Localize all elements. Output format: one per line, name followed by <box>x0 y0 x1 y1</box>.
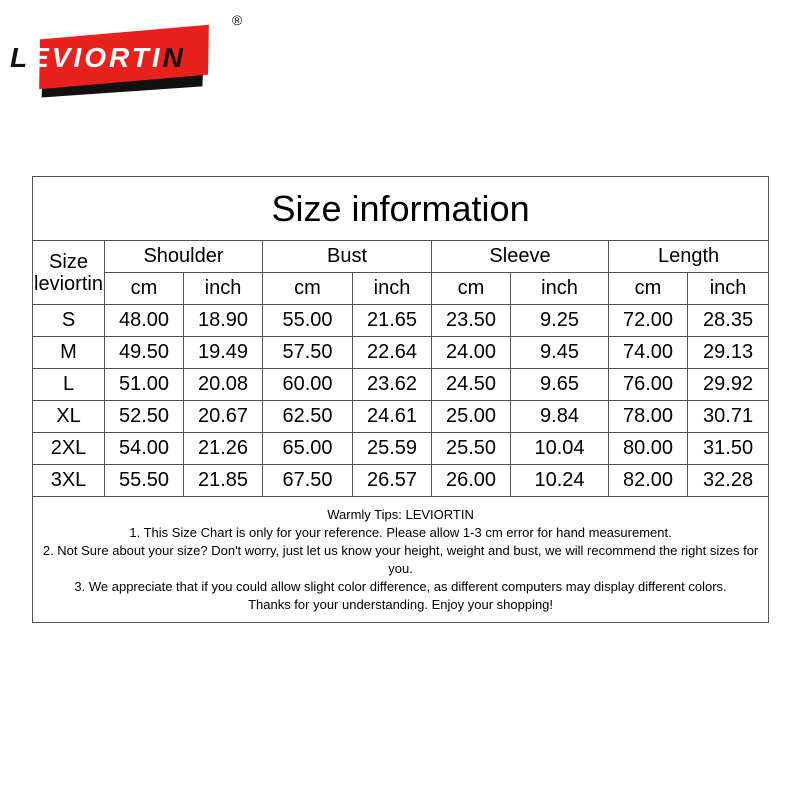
value-cell: 25.50 <box>432 433 511 465</box>
value-cell: 19.49 <box>184 337 263 369</box>
value-cell: 26.57 <box>353 465 432 497</box>
table-row <box>33 305 769 337</box>
size-cell: XL <box>33 401 105 433</box>
value-cell: 72.00 <box>609 305 688 337</box>
value-cell: 25.59 <box>353 433 432 465</box>
unit-header: cm <box>263 273 353 305</box>
value-cell: 21.85 <box>184 465 263 497</box>
value-cell: 24.00 <box>432 337 511 369</box>
value-cell: 23.62 <box>353 369 432 401</box>
group-header-length: Length <box>609 241 769 273</box>
size-column-header <box>33 241 105 305</box>
value-cell: 10.04 <box>511 433 609 465</box>
unit-header: inch <box>511 273 609 305</box>
value-cell: 9.45 <box>511 337 609 369</box>
tips-line-1: 1. This Size Chart is only for your reference. Please allow 1-3 cm error for hand measurement. <box>129 524 672 540</box>
value-cell: 10.24 <box>511 465 609 497</box>
table-row <box>33 369 769 401</box>
value-cell: 21.65 <box>353 305 432 337</box>
unit-header: inch <box>688 273 769 305</box>
value-cell: 74.00 <box>609 337 688 369</box>
value-cell: 57.50 <box>263 337 353 369</box>
tips-line-3: 3. We appreciate that if you could allow slight color difference, as different computers may display different colors. <box>74 578 727 594</box>
unit-header: inch <box>184 273 263 305</box>
value-cell: 82.00 <box>609 465 688 497</box>
value-cell: 21.26 <box>184 433 263 465</box>
tips-heading: Warmly Tips: LEVIORTIN <box>327 506 474 522</box>
table-row <box>33 401 769 433</box>
size-cell: S <box>33 305 105 337</box>
value-cell: 26.00 <box>432 465 511 497</box>
size-cell: 2XL <box>33 433 105 465</box>
tips-line-2: 2. Not Sure about your size? Don't worry, just let us know your height, weight and bust, we will recommend the right sizes for you. <box>42 542 759 576</box>
logo-letters-middle: EVIORTI <box>30 42 163 73</box>
value-cell: 24.50 <box>432 369 511 401</box>
value-cell: 23.50 <box>432 305 511 337</box>
size-chart-table <box>32 176 769 623</box>
value-cell: 32.28 <box>688 465 769 497</box>
value-cell: 28.35 <box>688 305 769 337</box>
value-cell: 76.00 <box>609 369 688 401</box>
table-row <box>33 465 769 497</box>
value-cell: 29.13 <box>688 337 769 369</box>
unit-header: cm <box>105 273 184 305</box>
value-cell: 9.65 <box>511 369 609 401</box>
value-cell: 31.50 <box>688 433 769 465</box>
group-header-bust: Bust <box>263 241 432 273</box>
unit-header: inch <box>353 273 432 305</box>
logo-wordmark <box>10 42 186 74</box>
value-cell: 55.00 <box>263 305 353 337</box>
value-cell: 30.71 <box>688 401 769 433</box>
value-cell: 29.92 <box>688 369 769 401</box>
value-cell: 20.08 <box>184 369 263 401</box>
value-cell: 54.00 <box>105 433 184 465</box>
table-row <box>33 433 769 465</box>
logo-letter-end: N <box>162 42 186 73</box>
value-cell: 20.67 <box>184 401 263 433</box>
unit-header: cm <box>609 273 688 305</box>
registered-mark: ® <box>232 12 243 28</box>
value-cell: 25.00 <box>432 401 511 433</box>
value-cell: 65.00 <box>263 433 353 465</box>
value-cell: 67.50 <box>263 465 353 497</box>
unit-header: cm <box>432 273 511 305</box>
group-header-sleeve: Sleeve <box>432 241 609 273</box>
value-cell: 18.90 <box>184 305 263 337</box>
size-cell: M <box>33 337 105 369</box>
value-cell: 51.00 <box>105 369 184 401</box>
table-row <box>33 337 769 369</box>
size-cell: L <box>33 369 105 401</box>
value-cell: 80.00 <box>609 433 688 465</box>
tips-line-4: Thanks for your understanding. Enjoy your shopping! <box>248 596 554 612</box>
value-cell: 60.00 <box>263 369 353 401</box>
value-cell: 9.84 <box>511 401 609 433</box>
value-cell: 48.00 <box>105 305 184 337</box>
size-label-line2: leviortin <box>34 272 103 295</box>
group-header-shoulder: Shoulder <box>105 241 263 273</box>
size-cell: 3XL <box>33 465 105 497</box>
value-cell: 62.50 <box>263 401 353 433</box>
value-cell: 22.64 <box>353 337 432 369</box>
value-cell: 49.50 <box>105 337 184 369</box>
size-label-line1: Size <box>49 250 88 273</box>
value-cell: 55.50 <box>105 465 184 497</box>
value-cell: 52.50 <box>105 401 184 433</box>
brand-logo <box>10 12 250 92</box>
tips-section <box>33 497 769 623</box>
value-cell: 78.00 <box>609 401 688 433</box>
table-title: Size information <box>33 177 769 241</box>
value-cell: 9.25 <box>511 305 609 337</box>
value-cell: 24.61 <box>353 401 432 433</box>
logo-letter-start: L <box>10 42 31 73</box>
